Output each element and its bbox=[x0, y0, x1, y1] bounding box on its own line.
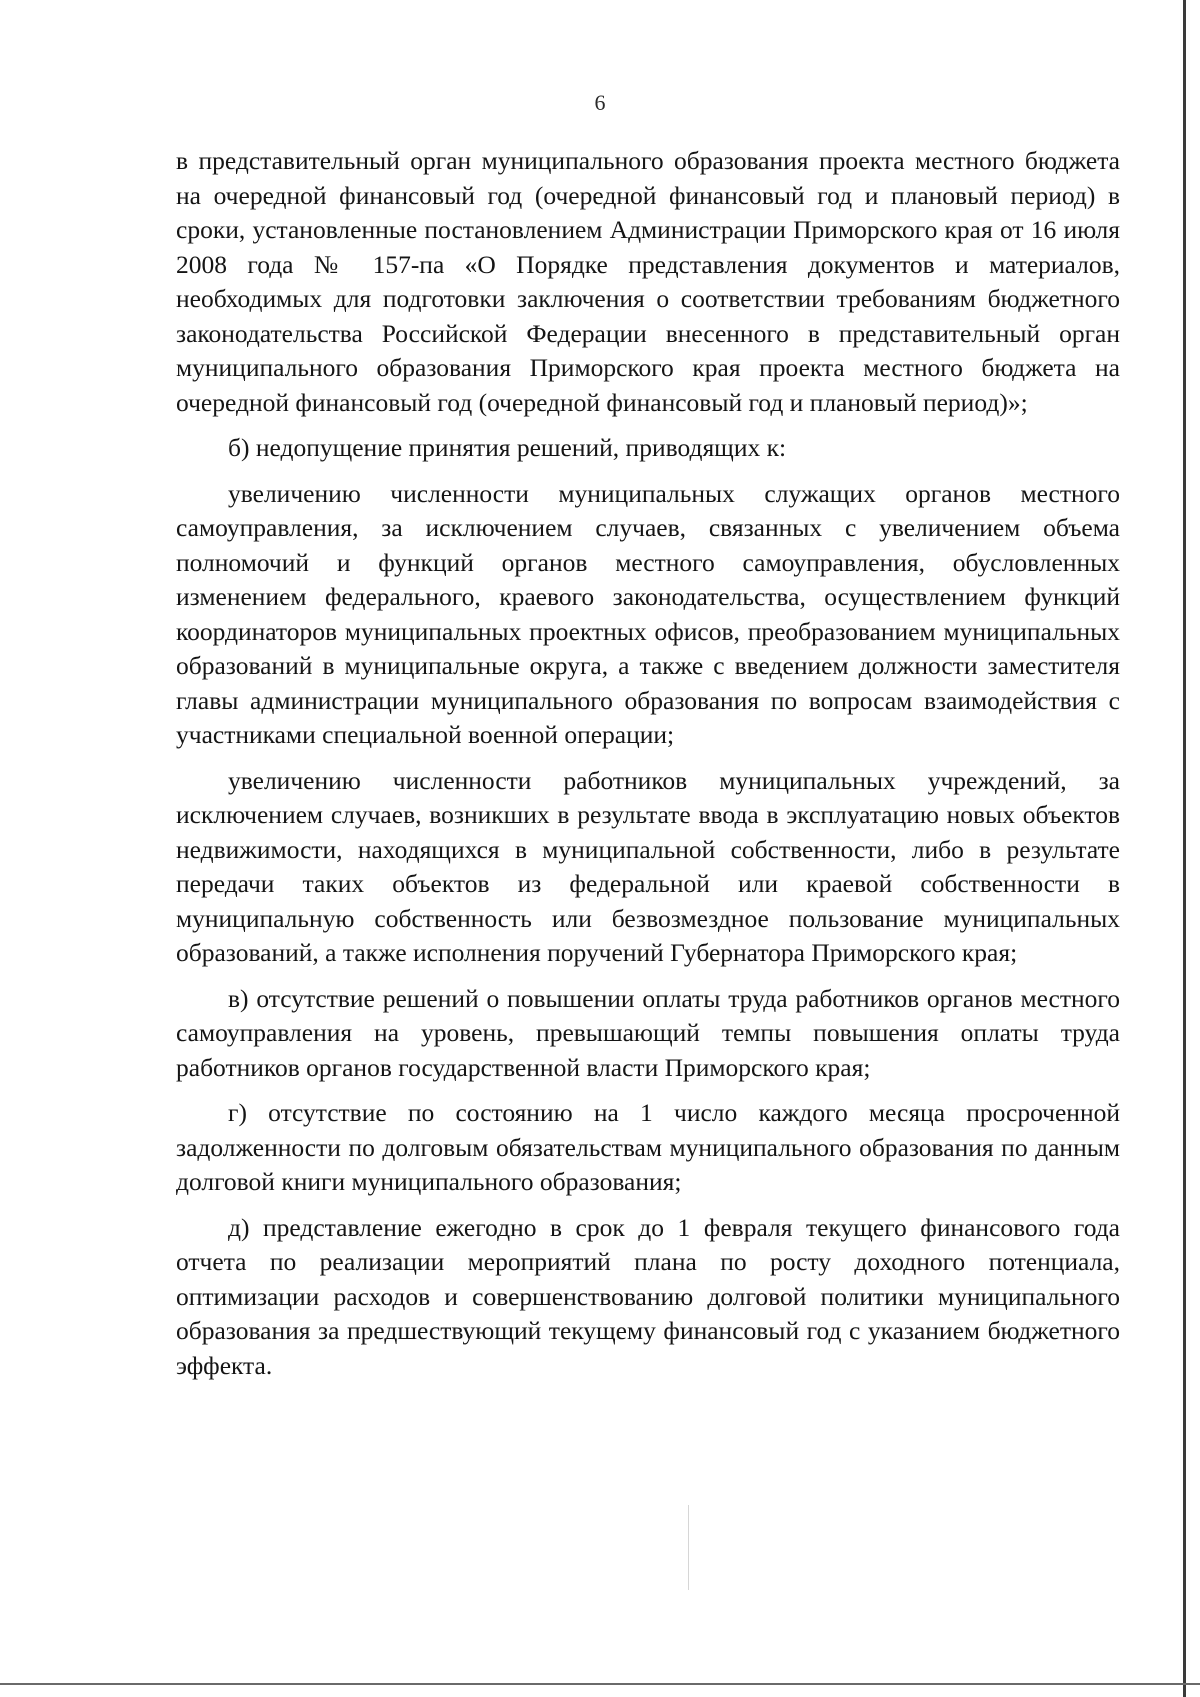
document-body bbox=[176, 144, 1120, 1394]
scan-artifact-line bbox=[688, 1505, 689, 1590]
page-number: 6 bbox=[594, 90, 606, 115]
paragraph-item-d: д) представление ежегодно в срок до 1 февраля текущего финансового года отчета по реализации мероприятий плана по росту доходного потенциала, оптимизации расходов и совершенствованию долговой политики муниципального образования за предшествующий текущему финансовый год с указанием бюджетного эффекта. bbox=[176, 1212, 1120, 1380]
paragraph-item-v: в) отсутствие решений о повышении оплаты труда работников органов местного самоуправления на уровень, превышающий темпы повышения оплаты труда работников органов государственной власти Приморского края; bbox=[176, 983, 1120, 1082]
paragraph-item-b: б) недопущение принятия решений, приводящих к: bbox=[228, 433, 787, 462]
paragraph-employees-increase: увеличению численности муниципальных служащих органов местного самоуправления, за исключением случаев, связанных с увеличением объема полномочий и функций органов местного самоуправления, обусловленных изменением федерального, краевого законодательства, осуществлением функций координаторов муниципальных проектных офисов, преобразованием муниципальных образований в муниципальные округа, а также с введением должности заместителя главы администрации муниципального образования по вопросам взаимодействия с участниками специальной военной операции; bbox=[176, 478, 1120, 749]
paragraph-continuation: в представительный орган муниципального образования проекта местного бюджета на очередной финансовый год (очередной финансовый год и плановый период) в сроки, установленные постановлением Администрации Приморского края от 16 июля 2008 года № 157-па «О Порядке представления документов и материалов, необходимых для подготовки заключения о соответствии требованиям бюджетного законодательства Российской Федерации внесенного в представительный орган муниципального образования Приморского края проекта местного бюджета на очередной финансовый год (очередной финансовый год и плановый период)»; bbox=[176, 146, 1120, 417]
paragraph-item-g: г) отсутствие по состоянию на 1 число каждого месяца просроченной задолженности по долговым обязательствам муниципального образования по данным долговой книги муниципального образования; bbox=[176, 1098, 1120, 1196]
page-bottom-edge bbox=[0, 1683, 1200, 1685]
paragraph-institutions-increase: увеличению численности работников муниципальных учреждений, за исключением случаев, возникших в результате ввода в эксплуатацию новых объектов недвижимости, находящихся в муниципальной собственности, либо в результате передачи таких объектов из федеральной или краевой собственности в муниципальную собственность или безвозмездное пользование муниципальных образований, а также исполнения поручений Губернатора Приморского края; bbox=[176, 765, 1120, 967]
page-right-edge bbox=[1183, 0, 1186, 1697]
